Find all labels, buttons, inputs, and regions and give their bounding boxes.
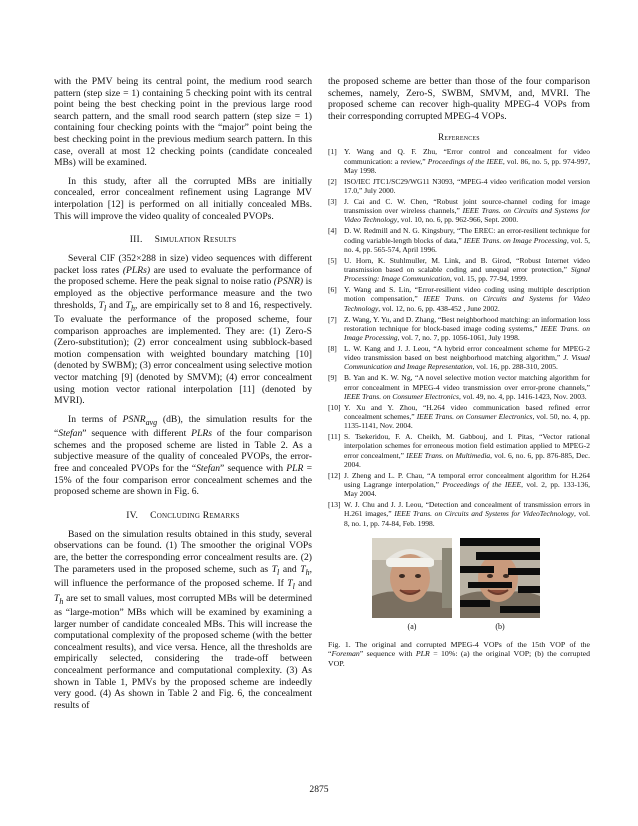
reference-text: D. W. Redmill and N. G. Kingsbury, “The EREC: an error-resilient technique for coding variable-length blocks of data,” IEEE Trans. on Image Processing, vol. 5, no. 4, pp. 565-574, April 1996. <box>344 226 590 254</box>
right-column <box>328 76 590 668</box>
reference-text: ISO/IEC JTC1/SC29/WG11 N3093, “MPEG-4 video verification model version 17.0,” July 2000. <box>344 176 590 195</box>
reference-number: [5] <box>328 255 337 265</box>
section-heading-conclusion <box>54 510 312 521</box>
paragraph-refinement: In this study, after all the corrupted MBs are initially concealed, error concealment refinement using Lagrange MV interpolation [12] is performed on all initially concealed MBs. This will improve the video quality of concealed PVOPs. <box>54 175 312 222</box>
reference-number: [8] <box>328 344 337 354</box>
reference-item <box>328 373 590 401</box>
reference-number: [7] <box>328 314 337 324</box>
figure-foreman <box>328 538 590 636</box>
section-number: IV. <box>126 509 139 521</box>
reference-number: [11] <box>328 432 341 442</box>
reference-text: Y. Xu and Y. Zhou, “H.264 video communication based refined error concealment schemes,” IEEE Trans. on Consumer Electronics, vol. 50, no. 4, pp. 1135-1141, Nov. 2004. <box>344 402 590 431</box>
subfigure-label-a: (a) <box>407 621 417 631</box>
reference-item <box>328 285 590 313</box>
reference-text: U. Horn, K. Stuhlmuller, M. Link, and B. Girod, “Robust Internet video transmission based on scalable coding and unequal error protection,” Signal Processing: Image Communication, vol. 15, pp. 77-94, 1999. <box>344 255 590 284</box>
references-heading: References <box>438 132 480 143</box>
section-number: III. <box>129 234 143 246</box>
original-vop-image <box>372 538 452 618</box>
reference-text: Y. Wang and S. Lin, “Error-resilient video coding using multiple description motion compensation,” IEEE Trans. on Circuits and Systems for Video Technology, vol. 12, no. 6, pp. 438-452 , June 2002. <box>344 285 590 313</box>
reference-item <box>328 344 590 372</box>
figure-caption: Fig. 1. The original and corrupted MPEG-4 VOPs of the 15th VOP of the “Foreman” sequence with PLR = 10%: (a) the original VOP; (b) the corrupted VOP. <box>328 639 590 668</box>
subfigure-label-b: (b) <box>495 621 505 631</box>
reference-number: [4] <box>328 226 337 236</box>
paragraph-simulation-setup: Several CIF (352×288 in size) video sequences with different packet loss rates (PLRs) are used to evaluate the performance of the proposed scheme. Here the peak signal to noise ratio (PSNR) is employed as the objective performance measure and the two thresholds, $T_l$ and $T_h$, are empirically set to 8 and 16, respectively. To evaluate the performance of the proposed scheme, four comparison approaches are implemented. They are: (1) Zero-S (Zero-substitution); (2) error concealment using subblock-based motion compensation with weighted boundary matching [10] (denoted by SWBM); (3) error concealment using selective motion vector matching [9] (denoted by SMVM); (4) error concealment using motion vector rational interpolation [11] (denoted by MVRI). <box>54 253 312 407</box>
reference-number: [13] <box>328 500 341 510</box>
corrupted-vop-image <box>460 538 540 618</box>
reference-number: [1] <box>328 147 337 157</box>
reference-text: Z. Wang, Y. Yu, and D. Zhang, “Best neighborhood matching: an information loss restoration technique for block-based image coding systems,” IEEE Trans. on Image Processing, vol. 7, no. 7, pp. 1056-1061, July 1998. <box>344 314 590 343</box>
reference-text: J. Zheng and L. P. Chau, “A temporal error concealment algorithm for H.264 using Lagrange interpolation,” Proceedings of the IEEE, vol. 2, pp. 133-136, May 2004. <box>344 470 590 499</box>
reference-item <box>328 432 590 469</box>
reference-number: [3] <box>328 196 337 206</box>
reference-number: [9] <box>328 373 337 383</box>
reference-item <box>328 403 590 431</box>
paragraph-conclusion: Based on the simulation results obtained in this study, several observations can be found. (1) The smoother the original VOPs are, the better the corresponding error concealment results are. (2) The parameters used in the proposed scheme, such as $T_l$ and $T_h$, will influence the performance of the proposed scheme. If $T_l$ and $T_h$ are set to small values, most corrupted MBs will be determined as “large-motion” MBs which will be examined by examining a larger number of candidate concealed MBs. This will increase the computational complexity of the proposed scheme (with the better concealment results), and vice versa. Hence, all the thresholds are empirically selected, considering the trade-off between concealment performance and computational complexity. (3) As shown in Table 1, PMVs by the proposed scheme are indeedly very good. (4) As shown in Table 2 and Fig. 6, the concealment results of <box>54 528 312 711</box>
reference-item <box>328 315 590 343</box>
reference-text: S. Tsekeridou, F. A. Cheikh, M. Gabbouj, and I. Pitas, “Vector rational interpolation schemes for erroneous motion field estimation applied to MPEG-2 error concealment,” IEEE Trans. on Multimedia, vol. 6, no. 6, pp. 876-885, Dec. 2004. <box>344 432 591 469</box>
reference-number: [10] <box>328 402 341 412</box>
paragraph-search-pattern: with the PMV being its central point, the medium rood search pattern (step size = 1) containing 5 checking point with its central point being the best checking point in the previous large rood search pattern, and the small rood search pattern (step size = 1) containing four checking points with the “major” point being the best checking point in the previous medium search pattern. In this case, overall at most 12 checking points (candidate concealed MBs) will be examined. <box>54 76 312 169</box>
reference-list <box>328 147 590 527</box>
reference-number: [2] <box>328 176 337 186</box>
reference-text: Y. Wang and Q. F. Zhu, “Error control and concealment for video communication: a review,” Proceedings of the IEEE, vol. 86, no. 5, pp. 974-997, May 1998. <box>344 147 590 175</box>
paragraph-simulation-results: In terms of $PSNR_{avg}$ (dB), the simulation results for the “Stefan” sequence with different PLRs of the four comparison schemes and the proposed scheme are listed in Table 2. As a subjective measure of the quality of concealed PVOPs, the error-free and concealed PVOPs for the “Stefan” sequence with PLR = 15% of the four comparison error concealment schemes and the proposed scheme are shown in Fig. 6. <box>54 413 313 498</box>
reference-number: [12] <box>328 470 341 480</box>
foreman-original-icon <box>372 538 452 618</box>
section-heading-simulation <box>54 234 312 245</box>
reference-text: B. Yan and K. W. Ng, “A novel selective motion vector matching algorithm for error concealment in MPEG-4 video transmission over error-prone channels,” IEEE Trans. on Consumer Electronics, vol. 49, no. 4, pp. 1416-1423, Nov. 2003. <box>344 373 590 401</box>
reference-item <box>328 500 590 528</box>
reference-item <box>328 177 590 195</box>
section-title: Concluding Remarks <box>150 509 240 521</box>
reference-item <box>328 256 590 284</box>
reference-number: [6] <box>328 285 337 295</box>
reference-text: L. W. Kang and J. J. Leou, “A hybrid error concealment scheme for MPEG-2 video transmission based on best neighborhood matching algorithm,” J. Visual Communication and Image Representation, vol. 16, pp. 288-310, 2005. <box>344 344 590 372</box>
reference-item <box>328 471 590 499</box>
left-column <box>54 76 312 711</box>
reference-item <box>328 147 590 175</box>
reference-text: W. J. Chu and J. J. Leou, “Detection and concealment of transmission errors in H.261 images,” IEEE Trans. on Circuits and Systems for VideoTechnology, vol. 8, no. 1, pp. 74-84, Feb. 1998. <box>344 500 590 528</box>
section-title: Simulation Results <box>154 234 237 246</box>
page-number: 2875 <box>309 784 329 795</box>
foreman-corrupted-icon <box>460 538 540 618</box>
reference-text: J. Cai and C. W. Chen, “Robust joint source-channel coding for image transmission over wireless channels,” IEEE Trans. on Circuits and Systems for Video Technology, vol. 10, no. 6, pp. 962-966, Sept. 2000. <box>344 196 591 225</box>
reference-item <box>328 226 590 254</box>
paragraph-conclusion-continued: the proposed scheme are better than those of the four comparison schemes, namely, Zero-S, SWBM, SMVM, and, MVRI. The proposed scheme can recover high-quality MPEG-4 VOPs from their corresponding corrupted MPEG-4 VOPs. <box>328 76 590 122</box>
reference-item <box>328 197 590 225</box>
